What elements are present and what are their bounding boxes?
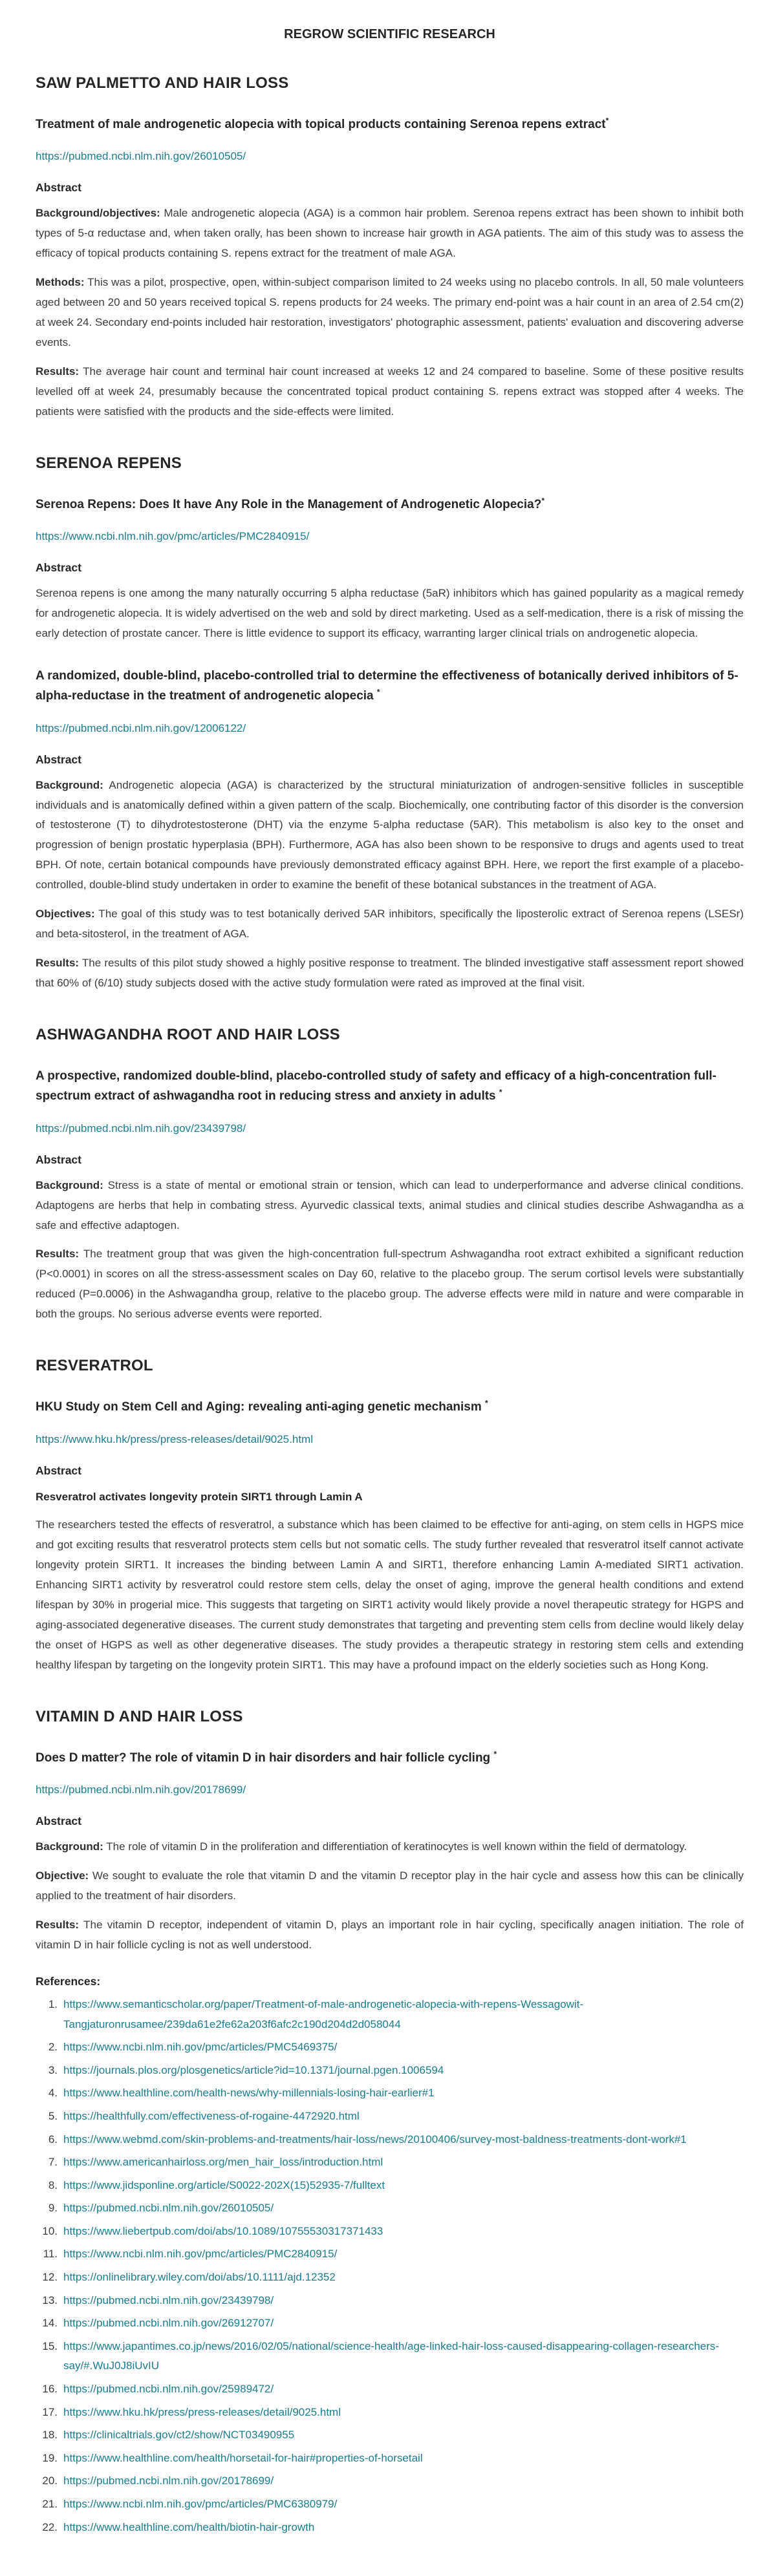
article-title-text: HKU Study on Stem Cell and Aging: revealing anti-aging genetic mechanism [36, 1400, 482, 1414]
section-heading-resveratrol: RESVERATROL [36, 1357, 153, 1375]
abstract-paragraph [36, 204, 744, 264]
reference-number: 4. [48, 2087, 58, 2100]
article-link[interactable]: https://pubmed.ncbi.nlm.nih.gov/12006122/ [36, 721, 246, 734]
abstract-paragraph [36, 953, 744, 994]
reference-number: 6. [48, 2133, 58, 2145]
abstract-paragraph [36, 776, 744, 896]
reference-link[interactable]: https://onlinelibrary.wiley.com/doi/abs/10.1111/ajd.12352 [63, 2271, 336, 2284]
abstract-paragraph [36, 1176, 744, 1236]
paragraph-text: The role of vitamin D in the proliferation and differentiation of keratinocytes is well known within the field of dermatology. [103, 1840, 687, 1853]
reference-number: 21. [42, 2498, 58, 2511]
article-title [36, 1066, 744, 1107]
article-title-text: Does D matter? The role of vitamin D in hair disorders and hair follicle cycling [36, 1751, 491, 1765]
paragraph-lead: Results: [36, 957, 80, 970]
paragraph-lead: Background: [36, 1178, 103, 1191]
paragraph-lead: Objective: [36, 1869, 89, 1882]
reference-item [36, 2130, 744, 2150]
section-heading-ashwagandha: ASHWAGANDHA ROOT AND HAIR LOSS [36, 1025, 340, 1043]
reference-item [36, 2518, 744, 2538]
paragraph-text: The researchers tested the effects of resveratrol, a substance which has been claimed to be effective for anti-aging, on stem cells in HGPS mice and got exciting results that resveratrol protects stem cells but not somatic cells. The study further revealed that resveratrol itself cannot activate longevity protein SIRT1. It increases the binding between Lamin A and SIRT1, therefore enhancing Lamin A-mediated SIRT1 activation. Enhancing SIRT1 activity by resveratrol could restore stem cells, delay the onset of aging, improve the general health conditions and extend lifespan by 30% in progerial mice. This suggests that targeting on SIRT1 activity would likely provide a novel therapeutic strategy for HGPS and aging-associated degenerative diseases. The current study demonstrates that targeting and preventing stem cells from decline would likely delay the onset of HGPS as well as other degenerative diseases. The study provides a therapeutic strategy in restoring stem cells and extending healthy lifespan by targeting on the longevity protein SIRT1. This may have a profound impact on the elderly societies such as Hong Kong. [36, 1518, 744, 1671]
page-title: REGROW SCIENTIFIC RESEARCH [284, 27, 495, 41]
paragraph-lead: Results: [36, 1919, 80, 1932]
reference-item [36, 2379, 744, 2400]
reference-number: 11. [43, 2248, 58, 2261]
reference-item [36, 2061, 744, 2081]
reference-number: 22. [42, 2520, 58, 2533]
abstract-subheading: Resveratrol activates longevity protein SIRT1 through Lamin A [36, 1490, 363, 1503]
reference-item [36, 2403, 744, 2423]
reference-link[interactable]: https://www.semanticscholar.org/paper/Treatment-of-male-androgenetic-alopecia-with-repens-Wessagowit-Tangjaturonrusamee/239da61e2fe62a203f6afc2c190d204d2d058044 [63, 1997, 584, 2030]
title-asterisk: * [499, 1087, 502, 1097]
abstract-paragraph [36, 273, 744, 353]
reference-link[interactable]: https://www.japantimes.co.jp/news/2016/02/05/national/science-health/age-linked-hair-loss-caused-disappearing-collagen-researchers-say/#.WuJ0J8iUvIU [63, 2339, 719, 2372]
abstract-paragraph [36, 1837, 744, 1857]
reference-item [36, 2222, 744, 2242]
reference-number: 14. [42, 2317, 58, 2330]
reference-item [36, 2038, 744, 2058]
reference-item [36, 2153, 744, 2173]
reference-link[interactable]: https://www.ncbi.nlm.nih.gov/pmc/articles/PMC5469375/ [63, 2041, 338, 2054]
paragraph-lead: Results: [36, 365, 80, 378]
reference-number: 1. [48, 1997, 58, 2010]
article-title [36, 495, 744, 515]
reference-number: 7. [48, 2156, 58, 2169]
paragraph-text: This was a pilot, prospective, open, within-subject comparison limited to 24 weeks using no placebo controls. In all, 50 male volunteers aged between 20 and 50 years received topical S. repens products for 24 weeks. The primary end-point was a hair count in an area of 2.54 cm(2) at week 24. Secondary end-points included hair restoration, investigators' photographic assessment, patients' evaluation and discovering adverse events. [36, 276, 744, 348]
article-title-text: A prospective, randomized double-blind, placebo-controlled study of safety and efficacy of a high-concentration full-spectrum extract of ashwagandha root in reducing stress and anxiety in adults [36, 1069, 717, 1103]
reference-number: 5. [48, 2109, 58, 2122]
abstract-label: Abstract [36, 1153, 81, 1166]
reference-number: 19. [42, 2451, 58, 2464]
abstract-paragraph [36, 362, 744, 422]
reference-number: 18. [42, 2429, 58, 2442]
article-link[interactable]: https://www.hku.hk/press/press-releases/detail/9025.html [36, 1432, 313, 1445]
abstract-paragraph [36, 1915, 744, 1955]
reference-number: 8. [48, 2178, 58, 2191]
reference-item [36, 2425, 744, 2445]
paragraph-text: The treatment group that was given the high-concentration full-spectrum Ashwagandha root extract exhibited a significant reduction (P<0.0001) in scores on all the stress-assessment scales on Day 60, relative to the placebo group. The serum cortisol levels were substantially reduced (P=0.0006) in the Ashwagandha group, relative to the placebo group. The adverse effects were mild in nature and were comparable in both the groups. No serious adverse events were reported. [36, 1248, 744, 1321]
paragraph-text: Androgenetic alopecia (AGA) is characterized by the structural miniaturization of androgen-sensitive follicles in susceptible individuals and is anatomically defined within a given pattern of the scalp. Biochemically, one contributing factor of this disorder is the conversion of testosterone (T) to dihydrotestosterone (DHT) via the enzyme 5-alpha reductase (5AR). This metabolism is also key to the onset and progression of benign prostatic hyperplasia (BPH). Furthermore, AGA has also been shown to be responsive to drugs and agents used to treat BPH. Of note, certain botanical compounds have previously demonstrated efficacy against BPH. Here, we report the first example of a placebo-controlled, double-blind study undertaken in order to examine the benefit of these botanical substances in the treatment of AGA. [36, 778, 744, 891]
reference-item [36, 2449, 744, 2469]
paragraph-lead: Background/objectives: [36, 207, 160, 220]
article-link[interactable]: https://pubmed.ncbi.nlm.nih.gov/23439798/ [36, 1122, 246, 1134]
paragraph-lead: Methods: [36, 276, 85, 289]
section-heading-vitamin-d: VITAMIN D AND HAIR LOSS [36, 1707, 243, 1725]
reference-link[interactable]: https://healthfully.com/effectiveness-of-rogaine-4472920.html [63, 2109, 360, 2122]
reference-link[interactable]: https://www.ncbi.nlm.nih.gov/pmc/articles/PMC2840915/ [63, 2248, 338, 2261]
abstract-paragraph [36, 1244, 744, 1325]
reference-link[interactable]: https://www.webmd.com/skin-problems-and-treatments/hair-loss/news/20100406/survey-most-baldness-treatments-dont-work#1 [63, 2133, 687, 2145]
reference-link[interactable]: https://www.healthline.com/health/biotin-hair-growth [63, 2520, 315, 2533]
reference-number: 3. [48, 2063, 58, 2076]
paragraph-lead: Results: [36, 1248, 80, 1261]
reference-link[interactable]: https://www.jidsponline.org/article/S0022-202X(15)52935-7/fulltext [63, 2178, 385, 2191]
abstract-paragraph [36, 1866, 744, 1906]
paragraph-lead: Objectives: [36, 908, 95, 921]
reference-number: 20. [42, 2475, 58, 2487]
reference-number: 12. [42, 2271, 58, 2284]
reference-item [36, 2176, 744, 2196]
article-link[interactable]: https://www.ncbi.nlm.nih.gov/pmc/articles/PMC2840915/ [36, 530, 310, 543]
reference-number: 9. [48, 2202, 58, 2215]
paragraph-text: Stress is a state of mental or emotional strain or tension, which can lead to underperformance and adverse clinical conditions. Adaptogens are herbs that help in combating stress. Ayurvedic classical texts, animal studies and clinical studies describe Ashwagandha as a safe and effective adaptogen. [36, 1178, 744, 1231]
abstract-paragraph [36, 584, 744, 644]
paragraph-text: Serenoa repens is one among the many naturally occurring 5 alpha reductase (5aR) inhibitors which has gained popularity as a magical remedy for androgenetic alopecia. It is widely advertised on the web and sold by direct marketing. Used as a self-medication, there is a risk of missing the early detection of prostate cancer. There is little evidence to support its efficacy, warranting larger clinical trials on androgenetic alopecia. [36, 587, 744, 639]
paragraph-text: The vitamin D receptor, independent of vitamin D, plays an important role in hair cycling, specifically anagen initiation. The role of vitamin D in hair follicle cycling is not as well understood. [36, 1919, 744, 1952]
article-title [36, 1748, 744, 1768]
references-label: References: [36, 1974, 101, 1988]
reference-number: 10. [42, 2224, 58, 2237]
reference-link[interactable]: https://clinicaltrials.gov/ct2/show/NCT03490955 [63, 2429, 295, 2442]
abstract-label: Abstract [36, 1464, 81, 1477]
reference-link[interactable]: https://www.liebertpub.com/doi/abs/10.1089/10755530317371433 [63, 2224, 383, 2237]
reference-item [36, 2198, 744, 2219]
reference-link[interactable]: https://journals.plos.org/plosgenetics/article?id=10.1371/journal.pgen.1006594 [63, 2063, 444, 2076]
reference-item [36, 2291, 744, 2311]
paragraph-text: Male androgenetic alopecia (AGA) is a common hair problem. Serenoa repens extract has been shown to inhibit both types of 5-α reductase and, when taken orally, has been shown to increase hair growth in AGA patients. The aim of this study was to assess the efficacy of topical products containing S. repens extract for the treatment of male AGA. [36, 207, 744, 260]
article-link[interactable]: https://pubmed.ncbi.nlm.nih.gov/26010505/ [36, 150, 246, 163]
reference-link[interactable]: https://pubmed.ncbi.nlm.nih.gov/25989472/ [63, 2383, 274, 2396]
reference-item [36, 2495, 744, 2515]
article-title-text: A randomized, double-blind, placebo-controlled trial to determine the effectiveness of botanically derived inhibitors of 5-alpha-reductase in the treatment of androgenetic alopecia [36, 668, 738, 703]
reference-link[interactable]: https://pubmed.ncbi.nlm.nih.gov/26010505/ [63, 2202, 274, 2215]
reference-item [36, 2083, 744, 2103]
abstract-label: Abstract [36, 1815, 81, 1828]
reference-link[interactable]: https://www.americanhairloss.org/men_hair_loss/introduction.html [63, 2156, 383, 2169]
paragraph-lead: Background: [36, 778, 103, 791]
reference-link[interactable]: https://www.hku.hk/press/press-releases/detail/9025.html [63, 2405, 341, 2418]
reference-item [36, 2337, 744, 2376]
reference-item [36, 2314, 744, 2334]
title-asterisk: * [605, 116, 609, 125]
reference-link[interactable]: https://www.healthline.com/health/horsetail-for-hair#properties-of-horsetail [63, 2451, 423, 2464]
reference-number: 2. [48, 2041, 58, 2054]
paragraph-text: The average hair count and terminal hair count increased at weeks 12 and 24 compared to baseline. Some of these positive results levelled off at week 24, presumably because the concentrated topical product containing S. repens extract was stopped after 4 weeks. The patients were satisfied with the products and the side-effects were limited. [36, 365, 744, 418]
paragraph-text: The goal of this study was to test botanically derived 5AR inhibitors, specifically the liposterolic extract of Serenoa repens (LSESr) and beta-sitosterol, in the treatment of AGA. [36, 908, 744, 941]
article-title-text: Treatment of male androgenetic alopecia with topical products containing Serenoa repens extract [36, 118, 606, 131]
title-asterisk: * [485, 1398, 488, 1408]
paragraph-text: We sought to evaluate the role that vitamin D and the vitamin D receptor play in the hair cycle and assess how this can be clinically applied to the treatment of hair disorders. [36, 1869, 744, 1902]
article-title [36, 666, 744, 707]
article-title-text: Serenoa Repens: Does It have Any Role in the Management of Androgenetic Alopecia? [36, 497, 542, 511]
reference-number: 17. [42, 2405, 58, 2418]
reference-number: 15. [42, 2339, 58, 2352]
reference-link[interactable]: https://www.ncbi.nlm.nih.gov/pmc/articles/PMC6380979/ [63, 2498, 338, 2511]
section-heading-saw-palmetto: SAW PALMETTO AND HAIR LOSS [36, 74, 289, 92]
paragraph-text: The results of this pilot study showed a highly positive response to treatment. The blinded investigative staff assessment report showed that 60% of (6/10) study subjects dosed with the active study formulation were rated as improved at the final visit. [36, 957, 744, 989]
reference-link[interactable]: https://www.healthline.com/health-news/why-millennials-losing-hair-earlier#1 [63, 2087, 435, 2100]
reference-number: 16. [42, 2383, 58, 2396]
title-asterisk: * [493, 1749, 497, 1759]
reference-item [36, 2471, 744, 2491]
paragraph-lead: Background: [36, 1840, 103, 1853]
abstract-paragraph [36, 904, 744, 944]
reference-link[interactable]: https://pubmed.ncbi.nlm.nih.gov/23439798/ [63, 2294, 274, 2306]
title-asterisk: * [541, 496, 544, 506]
reference-item [36, 2107, 744, 2127]
section-heading-serenoa-repens: SERENOA REPENS [36, 454, 182, 472]
reference-item [36, 1995, 744, 2034]
reference-link[interactable]: https://pubmed.ncbi.nlm.nih.gov/20178699/ [63, 2475, 274, 2487]
reference-item [36, 2268, 744, 2288]
references-list [36, 1995, 744, 2537]
reference-number: 13. [42, 2294, 58, 2306]
abstract-label: Abstract [36, 181, 81, 195]
abstract-paragraph [36, 1515, 744, 1676]
article-title [36, 114, 744, 134]
reference-item [36, 2244, 744, 2264]
title-asterisk: * [376, 687, 380, 697]
abstract-label: Abstract [36, 561, 81, 575]
abstract-label: Abstract [36, 752, 81, 766]
reference-link[interactable]: https://pubmed.ncbi.nlm.nih.gov/26912707/ [63, 2317, 274, 2330]
article-title [36, 1397, 744, 1417]
article-link[interactable]: https://pubmed.ncbi.nlm.nih.gov/20178699/ [36, 1783, 246, 1796]
